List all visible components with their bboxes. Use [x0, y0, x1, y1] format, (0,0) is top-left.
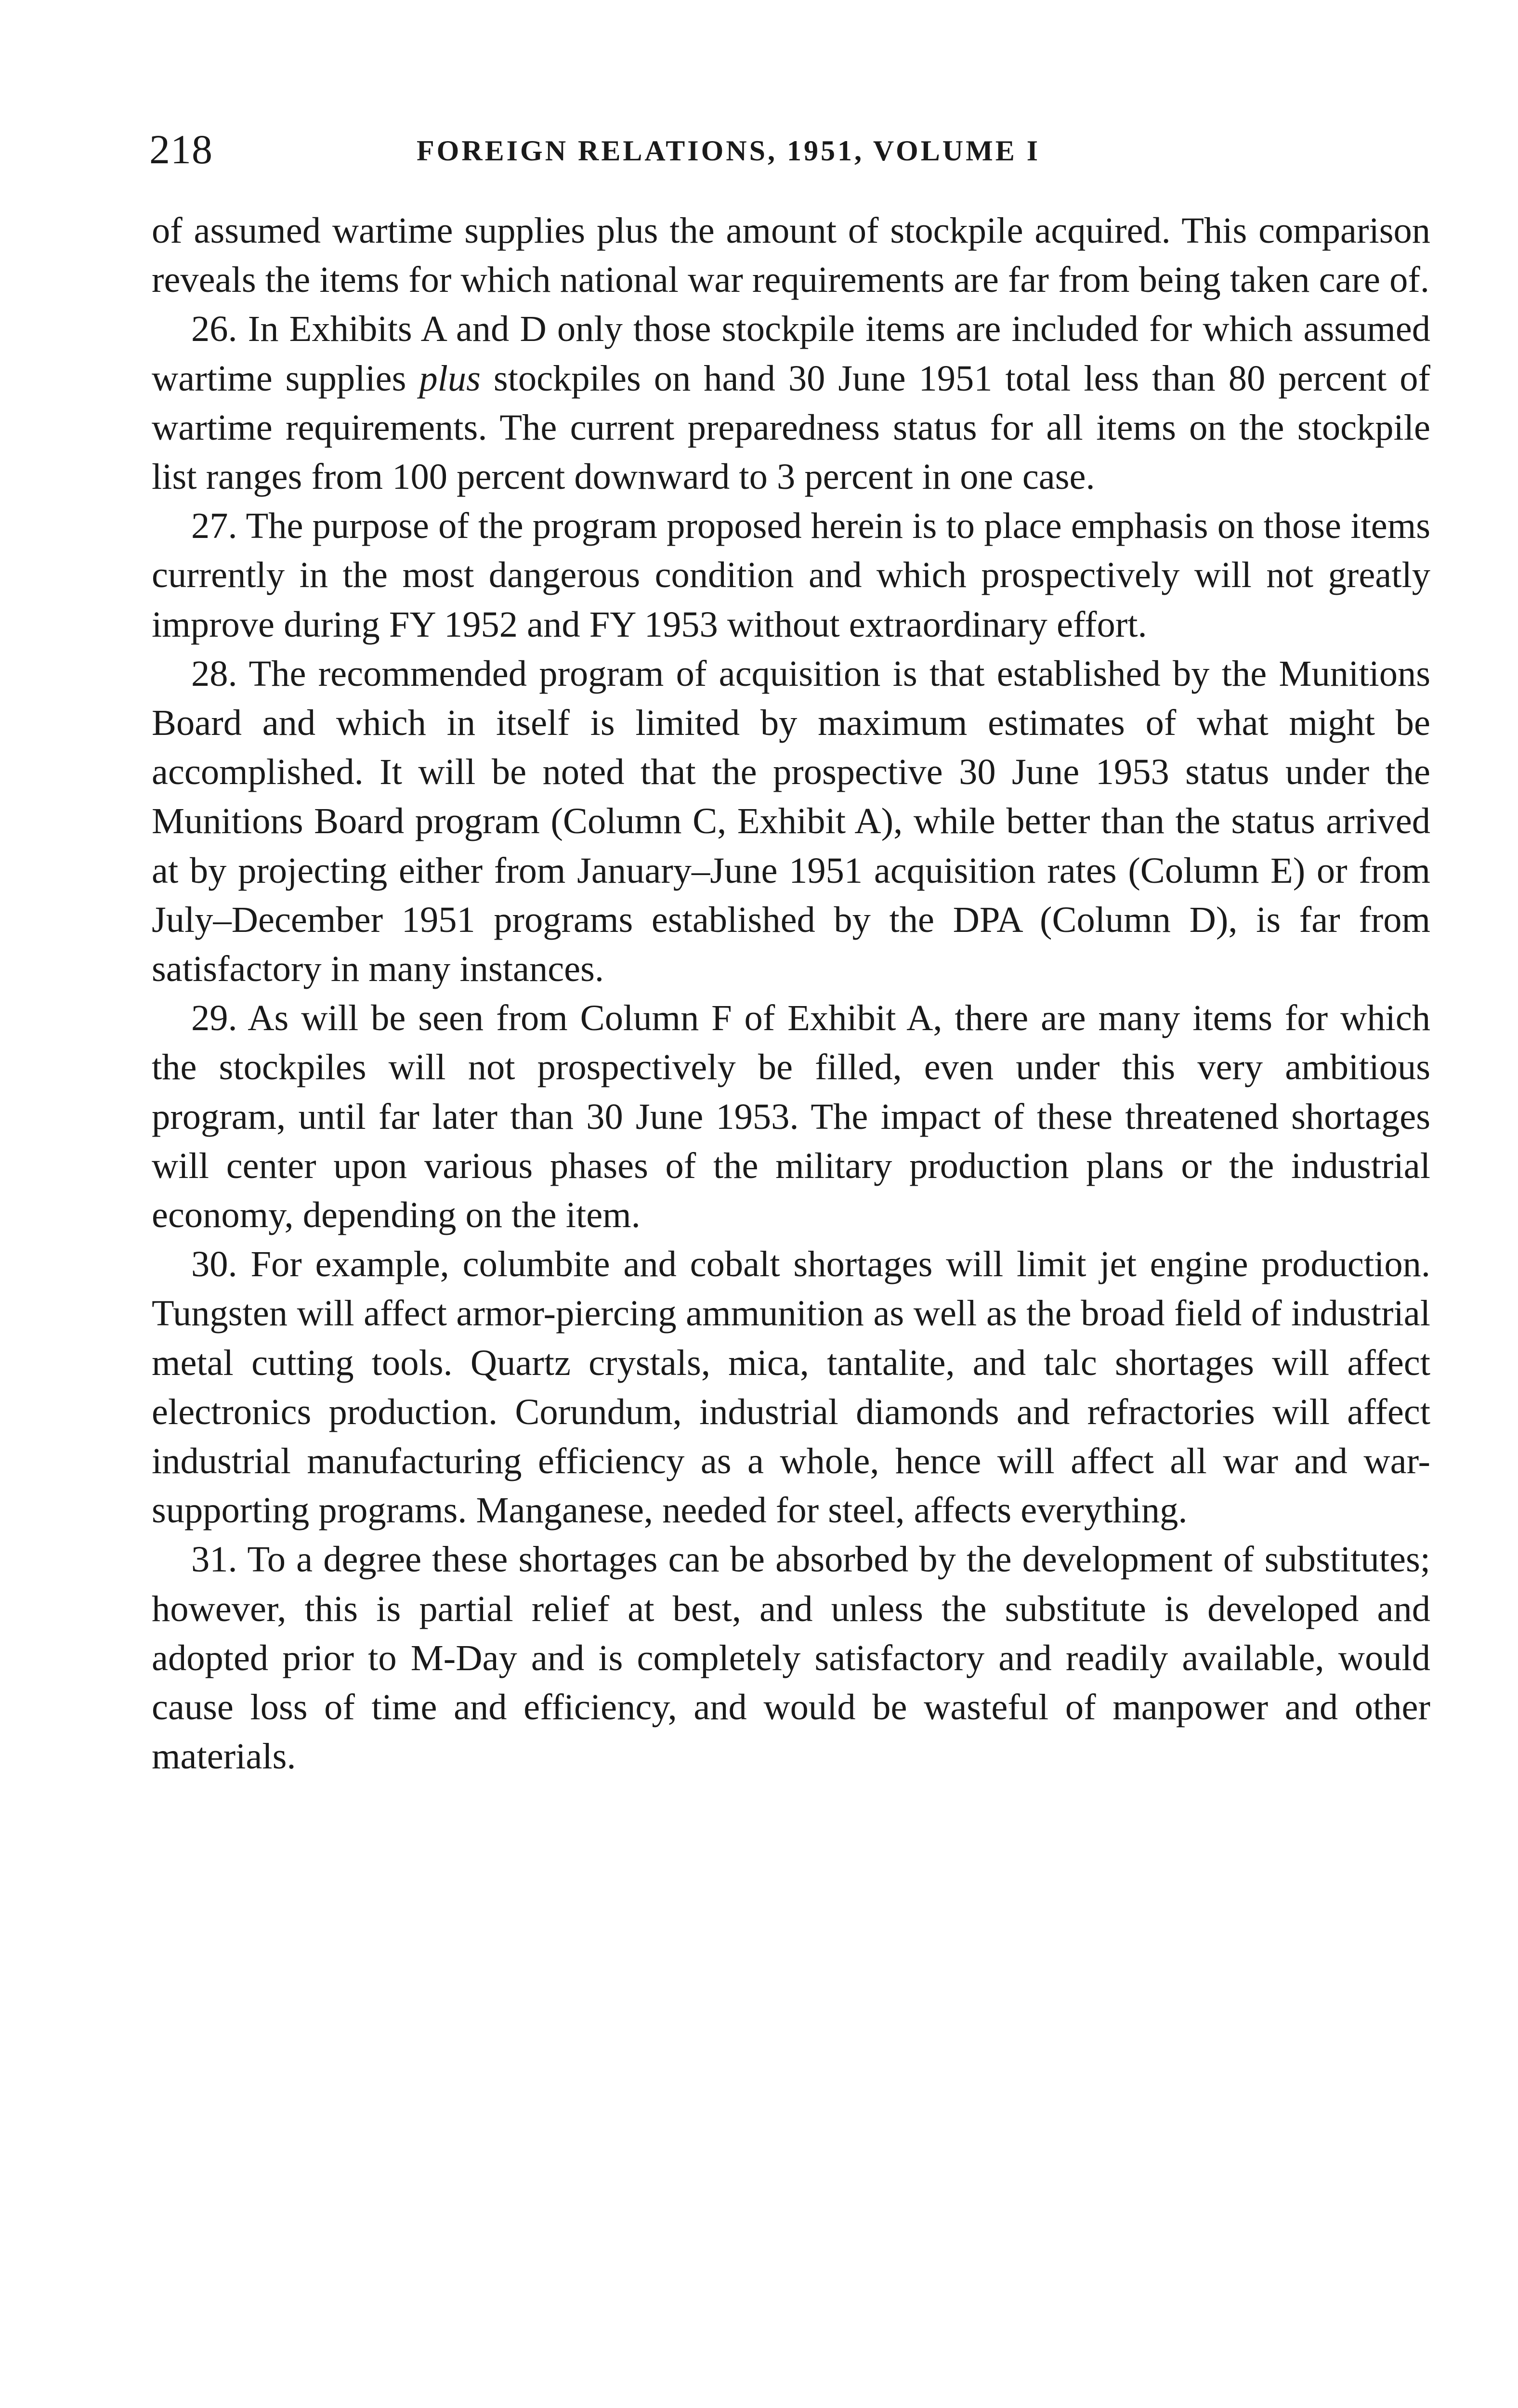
paragraph-continuation: of assumed wartime supplies plus the amount of stockpile acquired. This comparison reveals the items for which national war requirements are far from being taken care of.: [152, 210, 1430, 301]
body-text: [152, 206, 1430, 1781]
paragraph-30: 30. For example, columbite and cobalt shortages will limit jet engine production. Tungsten will affect armor-piercing ammunition as well as the broad field of industrial metal cutting tools. Quartz crystals, mica, tantalite, and talc shortages will affect electronics production. Corundum, industrial diamonds and refractories will affect industrial manufacturing efficiency as a whole, hence will affect all war and war-supporting programs. Manganese, needed for steel, affects everything.: [152, 1243, 1430, 1531]
paragraph-27: 27. The purpose of the program proposed herein is to place emphasis on those items currently in the most dangerous condition and which prospectively will not greatly improve during FY 1952 and FY 1953 without extraordinary effort.: [152, 505, 1430, 645]
paragraph-26-text-start: 26. In Exhibits A and D only those stockpile items are included for which assumed wartime supplies: [152, 308, 1430, 399]
paragraph-26-text-end: stockpiles on hand 30 June 1951 total less than 80 percent of wartime requirements. The current preparedness status for all items on the stockpile list ranges from 100 percent downward to 3 percent in one case.: [152, 357, 1430, 497]
running-head-title: FOREIGN RELATIONS, 1951, VOLUME I: [417, 135, 1041, 167]
running-head: [149, 123, 1430, 176]
paragraph-26: [152, 304, 1430, 501]
page-number: 218: [149, 126, 213, 172]
paragraph-31: 31. To a degree these shortages can be absorbed by the development of substitutes; however, this is partial relief at best, and unless the substitute is developed and adopted prior to M-Day and is completely satisfactory and readily available, would cause loss of time and efficiency, and would be wasteful of manpower and other materials.: [152, 1539, 1430, 1777]
paragraph-29: 29. As will be seen from Column F of Exhibit A, there are many items for which the stockpiles will not prospectively be filled, even under this very ambitious program, until far later than 30 June 1953. The impact of these threatened shortages will center upon various phases of the military production plans or the industrial economy, depending on the item.: [152, 997, 1430, 1236]
paragraph-26-emphasis: plus: [419, 357, 481, 399]
paragraph-28: 28. The recommended program of acquisition is that established by the Munitions Board and which in itself is limited by maximum estimates of what might be accomplished. It will be noted that the prospective 30 June 1953 status under the Munitions Board program (Column C, Exhibit A), while better than the status arrived at by projecting either from January–June 1951 acquisition rates (Column E) or from July–December 1951 programs established by the DPA (Column D), is far from satisfactory in many instances.: [152, 653, 1430, 990]
